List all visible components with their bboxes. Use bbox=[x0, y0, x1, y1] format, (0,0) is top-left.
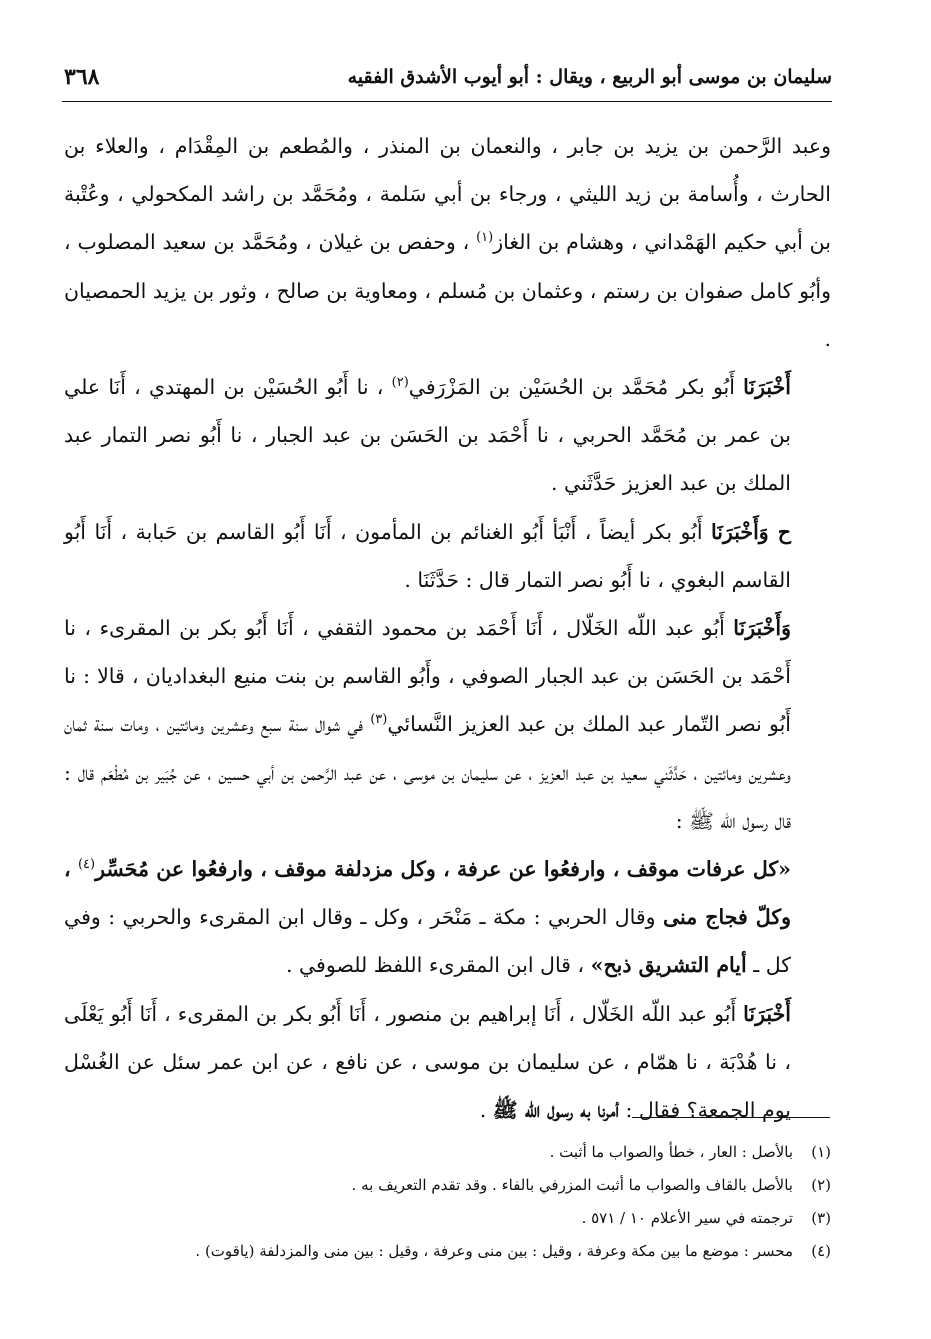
footnote-1 bbox=[64, 1136, 831, 1169]
paragraph-2 bbox=[64, 363, 831, 508]
footnote-text: بالأصل بالقاف والصواب ما أثبت المزرفي بالفاء . وقد تقدم التعريف به . bbox=[351, 1176, 793, 1194]
hadith-text-end: أيام التشريق ذبح» bbox=[590, 953, 747, 978]
footnote-number: (٤) bbox=[811, 1242, 831, 1260]
header-divider bbox=[62, 101, 832, 102]
footnote-2 bbox=[64, 1169, 831, 1202]
paragraph-text: أَبُو بكر أيضاً ، أَنْبَأ أَبُو الغنائم بن المأمون ، أَنَا أَبُو القاسم بن حَبابة ، أَنَا أَبُو القاسم البغوي ، نا أَبُو نصر التمار قال : حَدَّثَنَا . bbox=[64, 519, 791, 592]
footnote-number: (١) bbox=[811, 1143, 831, 1161]
footnote-text: ترجمته في سير الأعلام ١٠ / ٥٧١ . bbox=[581, 1209, 793, 1227]
paragraph-1 bbox=[64, 122, 831, 363]
footnote-ref-3[interactable]: (٣) bbox=[370, 712, 388, 728]
paragraph-text: وعبد الرَّحمن بن يزيد بن جابر ، والنعمان بن المنذر ، والمُطعم بن المِقْدَام ، والعلاء بن الحارث ، وأُسامة بن زيد الليثي ، ورجاء بن أبي سَلمة ، ومُحَمَّد بن راشد المكحولي ، وعُتْبة بن أبي حكيم الهَمْداني ، وهشام بن الغاز bbox=[64, 134, 831, 255]
hadith-text: أمرنا به رسول الله ﷺ bbox=[492, 1098, 619, 1123]
running-title: سليمان بن موسى أبو الربيع ، ويقال : أبو أيوب الأشدق الفقيه bbox=[347, 66, 832, 88]
paragraph-text: أَبُو بكر مُحَمَّد بن الحُسَيْن بن المَزْرَفي bbox=[408, 375, 744, 400]
paragraph-text-continued: في شوال سنة سبع وعشرين ومائتين ، ومات سنة ثمان وعشرين ومائتين ، حَدَّثَني سعيد بن عبد العزيز ، عن سليمان بن موسى ، عن عبد الرَّحمن بن أبي حسين ، عن جُبَير بن مُطْعَم قال : قال رسول الله ﷺ : bbox=[64, 712, 791, 833]
running-header bbox=[62, 60, 832, 100]
body-text bbox=[64, 122, 831, 1134]
page-number: ٣٦٨ bbox=[64, 64, 100, 90]
footnote-ref-4[interactable]: (٤) bbox=[77, 857, 96, 873]
footnote-divider bbox=[632, 1117, 830, 1118]
footnote-text: محسر : موضع ما بين مكة وعرفة ، وقيل : بين منى وعرفة ، وقيل : بين منى والمزدلفة (ياقوت) . bbox=[195, 1242, 793, 1260]
paragraph-3 bbox=[64, 508, 831, 604]
paragraph-6 bbox=[64, 990, 831, 1135]
paragraph-4 bbox=[64, 604, 831, 845]
paragraph-5-hadith bbox=[64, 845, 831, 990]
hadith-text-continued: ، وكلّ فجاج منى bbox=[64, 857, 791, 930]
footnote-text: بالأصل : العار ، خطأ والصواب ما أثبت . bbox=[549, 1143, 793, 1161]
paragraph-text-end: . bbox=[479, 1098, 493, 1123]
paragraph-text: أَبُو عبد اللّه الخَلّال ، أَنَا إبراهيم بن منصور ، أَنَا أَبُو بكر بن المقرىء ، أَنَا أَبُو يَعْلَى ، نا هُدْبَة ، نا همّام ، عن سليمان بن موسى ، عن نافع ، عن ابن عمر سئل عن الغُسْل يوم الجمعة؟ فقال : bbox=[64, 1001, 791, 1123]
isnad-lead-word: ح وَأَخْبَرَنَا bbox=[710, 519, 791, 544]
narrator-comment-end: ، قال ابن المقرىء اللفظ للصوفي . bbox=[285, 953, 591, 978]
footnote-4 bbox=[64, 1235, 831, 1268]
hadith-text: «كل عرفات موقف ، وارفعُوا عن عرفة ، وكل مزدلفة موقف ، وارفعُوا عن مُحَسِّر bbox=[95, 857, 791, 882]
footnote-number: (٣) bbox=[811, 1209, 831, 1227]
footnote-ref-1[interactable]: (١) bbox=[476, 230, 494, 246]
isnad-lead-word: أَخْبَرَنَا bbox=[743, 375, 791, 400]
footnote-ref-2[interactable]: (٢) bbox=[391, 375, 409, 391]
footnote-3 bbox=[64, 1202, 831, 1235]
footnotes bbox=[64, 1136, 831, 1268]
narrator-comment: وقال الحربي : مكة ـ مَنْحَر ، وكل ـ وقال ابن المقرىء والحربي : وفي كل ـ bbox=[64, 905, 791, 978]
isnad-lead-word: وَأَخْبَرَنَا bbox=[733, 616, 791, 641]
isnad-lead-word: أَخْبَرَنَا bbox=[743, 1001, 791, 1026]
paragraph-text-continued: ، وحفص بن غيلان ، ومُحَمَّد بن سعيد المصلوب ، وأبُو كامل صفوان بن رستم ، وعثمان بن مُسلم ، ومعاوية بن صالح ، وثور بن يزيد الحمصيان . bbox=[64, 230, 831, 351]
footnote-number: (٢) bbox=[811, 1176, 831, 1194]
paragraph-text-continued: ، نا أَبُو الحُسَيْن بن المهتدي ، أَنَا علي بن عمر بن مُحَمَّد الحربي ، نا أَحْمَد بن الحَسَن بن عبد الجبار ، نا أَبُو نصر التمار عبد الملك بن عبد العزيز حَدَّثَني . bbox=[64, 375, 791, 496]
paragraph-text: أَبُو عبد اللّه الخَلّال ، أَنَا أَحْمَد بن محمود الثقفي ، أَنَا أَبُو بكر بن المقرىء ، نا أَحْمَد بن الحَسَن بن عبد الجبار الصوفي ، وأَبُو القاسم بن بنت منيع البغداديان ، قالا : نا أَبُو نصر التّمار عبد الملك بن عبد العزيز النَّسائي bbox=[64, 616, 791, 737]
